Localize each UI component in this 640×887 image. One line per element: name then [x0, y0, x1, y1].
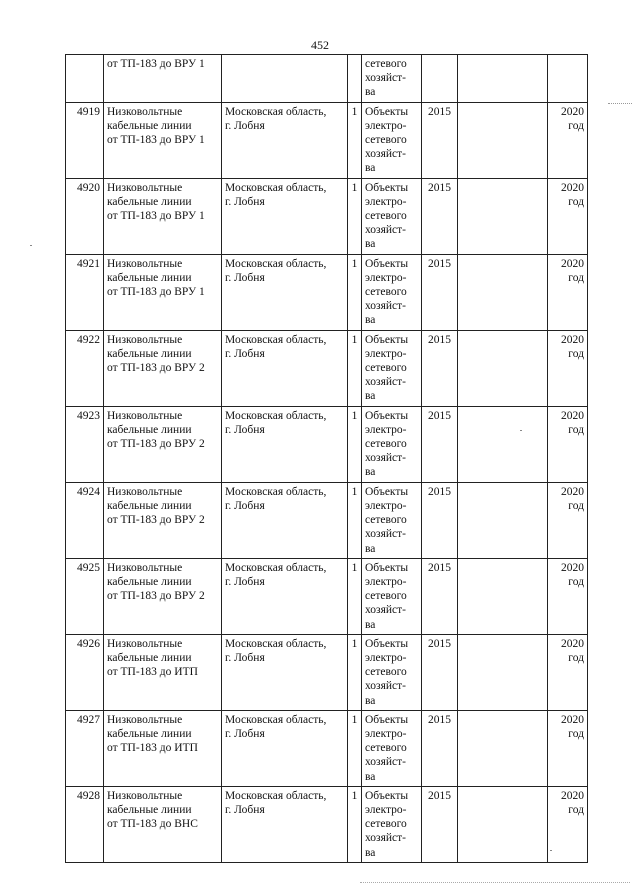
cell-empty: [458, 634, 548, 710]
property-table: [65, 54, 588, 863]
cell-empty: [458, 178, 548, 254]
cell-number: 4921: [66, 254, 104, 330]
cell-quantity: 1: [348, 254, 362, 330]
scan-speck: [520, 430, 522, 431]
cell-purpose: Объекты электро- сетевого хозяйст- ва: [362, 406, 422, 482]
table-row: [66, 558, 588, 634]
cell-location: Московская область, г. Лобня: [222, 634, 348, 710]
cell-empty: [458, 710, 548, 786]
cell-quantity: 1: [348, 330, 362, 406]
cell-name: Низковольтные кабельные линии от ТП-183 до ИТП: [104, 634, 222, 710]
cell-quantity: 1: [348, 102, 362, 178]
cell-quantity: 1: [348, 406, 362, 482]
cell-number: 4920: [66, 178, 104, 254]
cell-location: Московская область, г. Лобня: [222, 406, 348, 482]
cell-name: Низковольтные кабельные линии от ТП-183 до ВНС: [104, 786, 222, 862]
cell-year: 2015: [422, 102, 458, 178]
cell-due: 2020 год: [548, 254, 588, 330]
cell-year: 2015: [422, 482, 458, 558]
cell-quantity: 1: [348, 482, 362, 558]
cell-empty: [458, 482, 548, 558]
cell-name: Низковольтные кабельные линии от ТП-183 до ИТП: [104, 710, 222, 786]
cell-number: 4928: [66, 786, 104, 862]
cell-quantity: [348, 55, 362, 103]
cell-number: 4925: [66, 558, 104, 634]
table-row: [66, 710, 588, 786]
cell-number: 4922: [66, 330, 104, 406]
cell-quantity: 1: [348, 178, 362, 254]
cell-purpose: Объекты электро- сетевого хозяйст- ва: [362, 254, 422, 330]
cell-due: 2020 год: [548, 178, 588, 254]
scan-edge-line: [360, 882, 630, 883]
cell-number: [66, 55, 104, 103]
cell-purpose: Объекты электро- сетевого хозяйст- ва: [362, 178, 422, 254]
cell-purpose: Объекты электро- сетевого хозяйст- ва: [362, 786, 422, 862]
cell-location: Московская область, г. Лобня: [222, 786, 348, 862]
cell-location: Московская область, г. Лобня: [222, 482, 348, 558]
cell-number: 4924: [66, 482, 104, 558]
cell-location: [222, 55, 348, 103]
cell-due: 2020 год: [548, 406, 588, 482]
cell-location: Московская область, г. Лобня: [222, 102, 348, 178]
cell-purpose: сетевого хозяйст- ва: [362, 55, 422, 103]
cell-year: [422, 55, 458, 103]
cell-purpose: Объекты электро- сетевого хозяйст- ва: [362, 330, 422, 406]
cell-due: 2020 год: [548, 710, 588, 786]
cell-quantity: 1: [348, 634, 362, 710]
table-row: [66, 102, 588, 178]
cell-purpose: Объекты электро- сетевого хозяйст- ва: [362, 634, 422, 710]
cell-number: 4923: [66, 406, 104, 482]
cell-year: 2015: [422, 710, 458, 786]
cell-purpose: Объекты электро- сетевого хозяйст- ва: [362, 102, 422, 178]
cell-empty: [458, 254, 548, 330]
cell-name: Низковольтные кабельные линии от ТП-183 до ВРУ 2: [104, 330, 222, 406]
cell-year: 2015: [422, 178, 458, 254]
cell-number: 4927: [66, 710, 104, 786]
cell-name: Низковольтные кабельные линии от ТП-183 до ВРУ 2: [104, 558, 222, 634]
cell-year: 2015: [422, 254, 458, 330]
table-row: [66, 482, 588, 558]
table-row: [66, 786, 588, 862]
cell-year: 2015: [422, 634, 458, 710]
table-row-continued: [66, 55, 588, 103]
cell-name: Низковольтные кабельные линии от ТП-183 до ВРУ 1: [104, 102, 222, 178]
cell-empty: [458, 786, 548, 862]
cell-quantity: 1: [348, 558, 362, 634]
table-row: [66, 406, 588, 482]
cell-location: Московская область, г. Лобня: [222, 558, 348, 634]
cell-due: 2020 год: [548, 330, 588, 406]
cell-empty: [458, 102, 548, 178]
cell-due: 2020 год: [548, 102, 588, 178]
cell-due: 2020 год: [548, 482, 588, 558]
cell-year: 2015: [422, 786, 458, 862]
cell-name: Низковольтные кабельные линии от ТП-183 до ВРУ 2: [104, 482, 222, 558]
scan-speck: [550, 850, 552, 851]
cell-due: 2020 год: [548, 634, 588, 710]
cell-empty: [458, 558, 548, 634]
cell-quantity: 1: [348, 710, 362, 786]
cell-name: Низковольтные кабельные линии от ТП-183 до ВРУ 2: [104, 406, 222, 482]
cell-year: 2015: [422, 330, 458, 406]
cell-location: Московская область, г. Лобня: [222, 178, 348, 254]
cell-purpose: Объекты электро- сетевого хозяйст- ва: [362, 482, 422, 558]
cell-purpose: Объекты электро- сетевого хозяйст- ва: [362, 710, 422, 786]
cell-due: 2020 год: [548, 786, 588, 862]
cell-year: 2015: [422, 558, 458, 634]
cell-year: 2015: [422, 406, 458, 482]
cell-name: от ТП-183 до ВРУ 1: [104, 55, 222, 103]
cell-due: 2020 год: [548, 558, 588, 634]
table-body: [66, 55, 588, 863]
cell-empty: [458, 330, 548, 406]
cell-number: 4919: [66, 102, 104, 178]
table-row: [66, 330, 588, 406]
table-row: [66, 178, 588, 254]
table-row: [66, 254, 588, 330]
cell-empty: [458, 55, 548, 103]
scan-speck: [30, 245, 32, 246]
cell-location: Московская область, г. Лобня: [222, 330, 348, 406]
cell-location: Московская область, г. Лобня: [222, 254, 348, 330]
cell-empty: [458, 406, 548, 482]
table-row: [66, 634, 588, 710]
cell-purpose: Объекты электро- сетевого хозяйст- ва: [362, 558, 422, 634]
cell-due: [548, 55, 588, 103]
cell-quantity: 1: [348, 786, 362, 862]
cell-name: Низковольтные кабельные линии от ТП-183 до ВРУ 1: [104, 254, 222, 330]
page-number: 452: [311, 38, 329, 52]
margin-mark: [608, 103, 632, 104]
cell-location: Московская область, г. Лобня: [222, 710, 348, 786]
cell-number: 4926: [66, 634, 104, 710]
cell-name: Низковольтные кабельные линии от ТП-183 до ВРУ 1: [104, 178, 222, 254]
